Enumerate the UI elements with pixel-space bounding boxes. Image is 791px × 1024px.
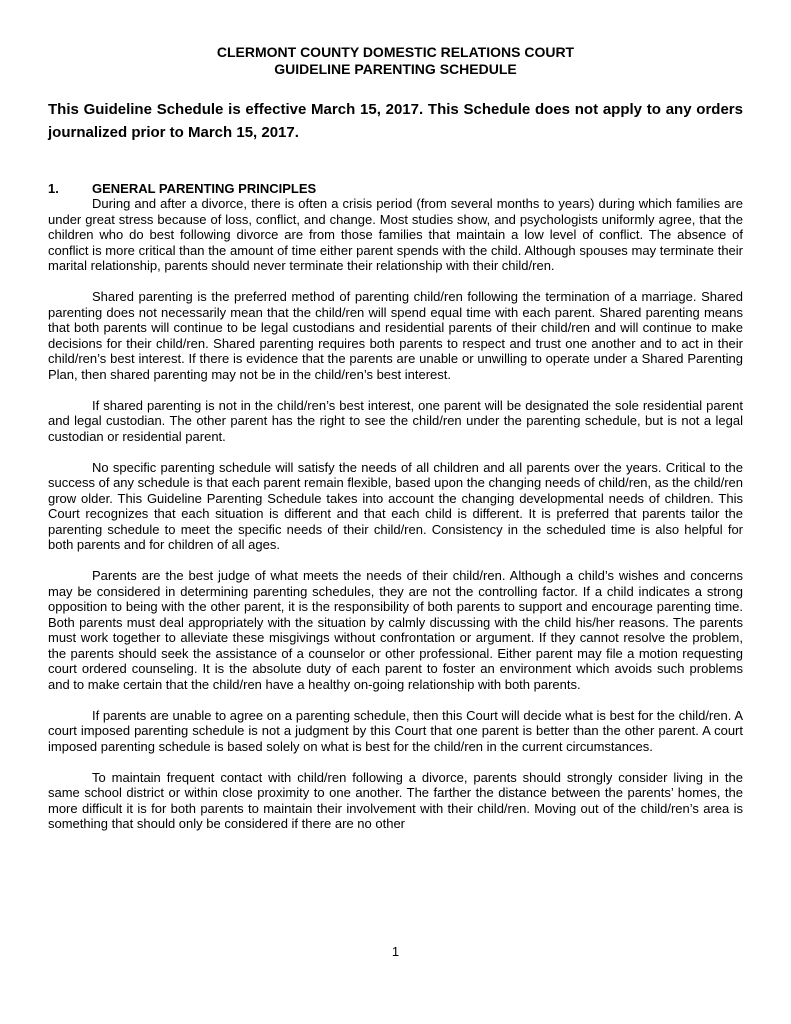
page-number: 1 [391, 944, 400, 959]
section-number: 1. [48, 181, 59, 196]
schedule-title: GUIDELINE PARENTING SCHEDULE [274, 61, 517, 77]
paragraph: To maintain frequent contact with child/ren following a divorce, parents should strongly consider living in the same school district or within close proximity to one another. The farther the distance between the parents’ homes, the more difficult it is for both parents to maintain their involvement with their child/ren. Moving out of the child/ren’s area is something that should only be considered if there are no other [48, 769, 743, 831]
section-heading [48, 181, 743, 196]
paragraph: Parents are the best judge of what meets the needs of their child/ren. Although a child’s wishes and concerns may be considered in determining parenting schedules, they are not the controlling factor. If a child indicates a strong opposition to being with the other parent, it is the responsibility of both parents to support and encourage parenting time. Both parents must deal appropriately with the situation by calmly discussing with the child his/her reasons. The parents must work together to alleviate these misgivings without confrontation or argument. If they cannot resolve the problem, the parents should seek the assistance of a counselor or other professional. Either parent may file a motion requesting court ordered counseling. It is the absolute duty of each parent to foster an environment which avoids such problems and to make certain that the child/ren have a healthy on-going relationship with both parents. [48, 568, 743, 692]
paragraph: If parents are unable to agree on a parenting schedule, then this Court will decide what is best for the child/ren. A court imposed parenting schedule is not a judgment by this Court that one parent is better than the other parent. A court imposed parenting schedule is based solely on what is best for the child/ren in the current circumstances. [48, 707, 743, 754]
document-title-block [48, 44, 743, 78]
paragraph: No specific parenting schedule will satisfy the needs of all children and all parents over the years. Critical to the success of any schedule is that each parent remain flexible, based upon the changing needs of child/ren, as the child/ren grow older. This Guideline Parenting Schedule takes into account the changing developmental needs of children. This Court recognizes that each situation is different and that each child is different. It is preferred that parents tailor the parenting schedule to meet the specific needs of their child/ren. Consistency in the scheduled time is also helpful for both parents and for children of all ages. [48, 459, 743, 552]
paragraph: Shared parenting is the preferred method of parenting child/ren following the termination of a marriage. Shared parenting does not necessarily mean that the child/ren will spend equal time with each parent. Shared parenting means that both parents will continue to be legal custodians and residential parents of their child/ren and will continue to make decisions for their child/ren. Shared parenting requires both parents to respect and trust one another and to act in their child/ren’s best interest. If there is evidence that the parents are unable or unwilling to operate under a Shared Parenting Plan, then shared parenting may not be in the child/ren’s best interest. [48, 289, 743, 382]
paragraph: If shared parenting is not in the child/ren’s best interest, one parent will be designated the sole residential parent and legal custodian. The other parent has the right to see the child/ren under the parenting schedule, but is not a legal custodian or residential parent. [48, 397, 743, 444]
court-name: CLERMONT COUNTY DOMESTIC RELATIONS COURT [216, 44, 575, 60]
effective-notice: This Guideline Schedule is effective March 15, 2017. This Schedule does not apply to any orders journalized prior to March 15, 2017. [48, 101, 743, 141]
section-body [48, 196, 743, 832]
section-title: GENERAL PARENTING PRINCIPLES [92, 181, 317, 196]
paragraph: During and after a divorce, there is often a crisis period (from several months to years) during which families are under great stress because of loss, conflict, and change. Most studies show, and psychologists uniformly agree, that the children who do best following divorce are from those families that maintain a low level of conflict. The absence of conflict is more critical than the amount of time either parent spends with the child. Although spouses may terminate their marital relationship, parents should never terminate their relationship with their child/ren. [48, 196, 743, 273]
